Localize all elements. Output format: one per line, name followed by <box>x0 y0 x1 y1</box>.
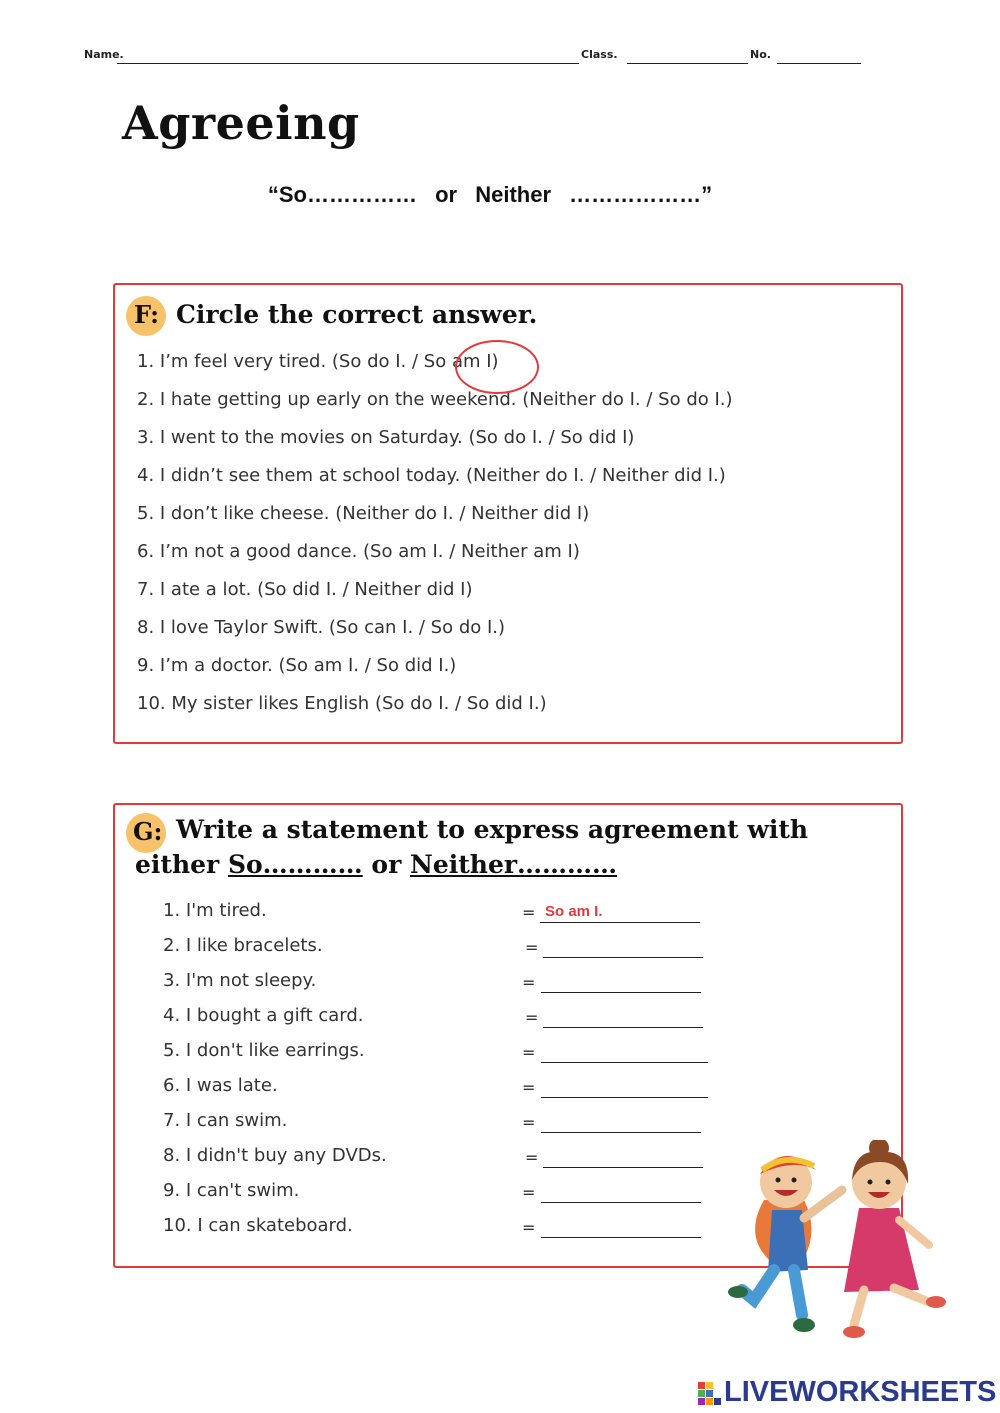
number-field[interactable] <box>777 63 861 64</box>
class-field[interactable] <box>627 63 748 64</box>
answer-field[interactable] <box>541 1202 701 1203</box>
question-item[interactable]: 2. I hate getting up early on the weekend. (Neither do I. / So do I.) <box>137 389 733 410</box>
subtitle-or: or <box>435 182 458 207</box>
title-either: either <box>135 850 220 879</box>
equals-sign: = <box>522 973 536 992</box>
section-f-letter: F: <box>134 300 160 329</box>
page-title: Agreeing <box>122 96 360 150</box>
question-item[interactable]: 8. I love Taylor Swift. (So can I. / So do I.) <box>137 617 506 638</box>
equals-sign: = <box>522 1113 536 1132</box>
title-neither: Neither………… <box>409 850 618 879</box>
title-or: or <box>371 850 402 879</box>
equals-sign: = <box>522 1043 536 1062</box>
statement-item: 5. I don't like earrings. <box>163 1040 365 1061</box>
answer-field[interactable] <box>541 1062 708 1063</box>
answer-field[interactable] <box>541 1132 701 1133</box>
question-item[interactable]: 4. I didn’t see them at school today. (Neither do I. / Neither did I.) <box>137 465 726 486</box>
question-item[interactable]: 10. My sister likes English (So do I. / So did I.) <box>137 693 547 714</box>
section-g-title-line2 <box>135 850 617 879</box>
answer-field[interactable] <box>541 1237 701 1238</box>
statement-item: 10. I can skateboard. <box>163 1215 353 1236</box>
answer-field[interactable] <box>540 922 700 923</box>
statement-item: 2. I like bracelets. <box>163 935 323 956</box>
girl-figure <box>843 1140 946 1338</box>
equals-sign: = <box>522 903 536 922</box>
answer-field[interactable] <box>541 992 701 993</box>
statement-item: 4. I bought a gift card. <box>163 1005 364 1026</box>
section-f-title: Circle the correct answer. <box>176 300 538 329</box>
equals-sign: = <box>525 938 539 957</box>
question-item[interactable]: 7. I ate a lot. (So did I. / Neither did I) <box>137 579 473 600</box>
section-g-title-line1: Write a statement to express agreement with <box>176 815 809 844</box>
statement-item: 8. I didn't buy any DVDs. <box>163 1145 387 1166</box>
statement-item: 9. I can't swim. <box>163 1180 300 1201</box>
question-item[interactable]: 5. I don’t like cheese. (Neither do I. / Neither did I) <box>137 503 590 524</box>
answer-field[interactable] <box>543 1027 703 1028</box>
title-so: So………… <box>227 850 363 879</box>
equals-sign: = <box>522 1183 536 1202</box>
name-label: Name. <box>84 48 124 61</box>
question-item[interactable]: 9. I’m a doctor. (So am I. / So did I.) <box>137 655 457 676</box>
subtitle-so: “So…………… <box>267 182 417 207</box>
answer-circle-mark <box>455 340 539 394</box>
question-item[interactable]: 1. I’m feel very tired. (So do I. / So am I) <box>137 351 499 372</box>
answer-text: So am I. <box>545 903 603 920</box>
question-item[interactable]: 6. I’m not a good dance. (So am I. / Neither am I) <box>137 541 580 562</box>
statement-item: 6. I was late. <box>163 1075 278 1096</box>
subtitle-neither: Neither <box>475 182 552 207</box>
subtitle <box>0 182 980 208</box>
class-label: Class. <box>581 48 618 61</box>
liveworksheets-logo-icon <box>698 1382 722 1406</box>
equals-sign: = <box>522 1078 536 1097</box>
statement-item: 1. I'm tired. <box>163 900 267 921</box>
statement-item: 3. I'm not sleepy. <box>163 970 317 991</box>
subtitle-dots: ………………” <box>569 182 713 207</box>
equals-sign: = <box>525 1148 539 1167</box>
answer-field[interactable] <box>543 957 703 958</box>
answer-field[interactable] <box>543 1167 703 1168</box>
kids-illustration <box>724 1140 956 1340</box>
equals-sign: = <box>525 1008 539 1027</box>
answer-field[interactable] <box>541 1097 708 1098</box>
boy-figure <box>728 1156 842 1332</box>
equals-sign: = <box>522 1218 536 1237</box>
statement-item: 7. I can swim. <box>163 1110 288 1131</box>
question-item[interactable]: 3. I went to the movies on Saturday. (So do I. / So did I) <box>137 427 635 448</box>
section-g-letter: G: <box>133 817 163 846</box>
liveworksheets-logo-text: LIVEWORKSHEETS <box>724 1376 997 1408</box>
name-field[interactable] <box>117 63 579 64</box>
number-label: No. <box>750 48 771 61</box>
